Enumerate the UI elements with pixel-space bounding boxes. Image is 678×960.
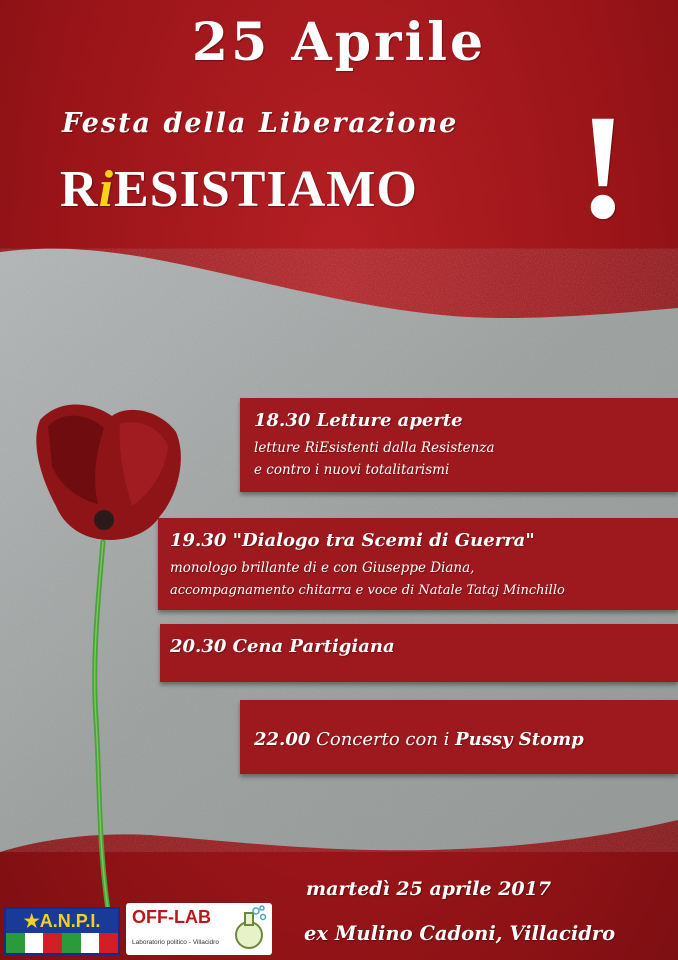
event-1-line-1: letture RiEsistenti dalla Resistenza xyxy=(254,440,495,456)
offlab-logo xyxy=(126,903,272,955)
footer-place: ex Mulino Cadoni, Villacidro xyxy=(304,922,616,945)
event-2-title: 19.30 "Dialogo tra Scemi di Guerra" xyxy=(170,530,535,551)
offlab-title: OFF-LAB xyxy=(132,907,211,927)
subtitle: Festa della Liberazione xyxy=(62,108,459,139)
italian-flag-icon xyxy=(6,933,118,953)
date-title: 25 Aprile xyxy=(191,12,487,73)
footer-date: martedì 25 aprile 2017 xyxy=(306,878,552,900)
event-4-time: 22.00 xyxy=(254,729,311,750)
event-4 xyxy=(254,729,584,750)
event-4-text: Concerto con i xyxy=(310,729,456,750)
event-1-line-2: e contro i nuovi totalitarismi xyxy=(254,462,450,478)
event-3-title: 20.30 Cena Partigiana xyxy=(170,636,395,657)
exclamation-mark: ! xyxy=(578,84,628,250)
anpi-logo xyxy=(4,907,120,955)
event-2-line-2: accompagnamento chitarra e voce di Natale Tataj Minchillo xyxy=(170,583,565,598)
offlab-subtitle: Laboratorio politico - Villacidro xyxy=(132,939,219,946)
slogan-pre: R xyxy=(60,161,99,218)
anpi-label: ★A.N.P.I. xyxy=(6,909,118,933)
event-2-line-1: monologo brillante di e con Giuseppe Diana, xyxy=(170,560,475,576)
slogan-i: i xyxy=(98,161,115,218)
event-4-band: Pussy Stomp xyxy=(455,729,584,750)
slogan-post: ESISTIAMO xyxy=(114,161,418,218)
event-1-title: 18.30 Letture aperte xyxy=(254,410,463,431)
flask-icon xyxy=(226,905,270,951)
slogan xyxy=(60,160,418,219)
